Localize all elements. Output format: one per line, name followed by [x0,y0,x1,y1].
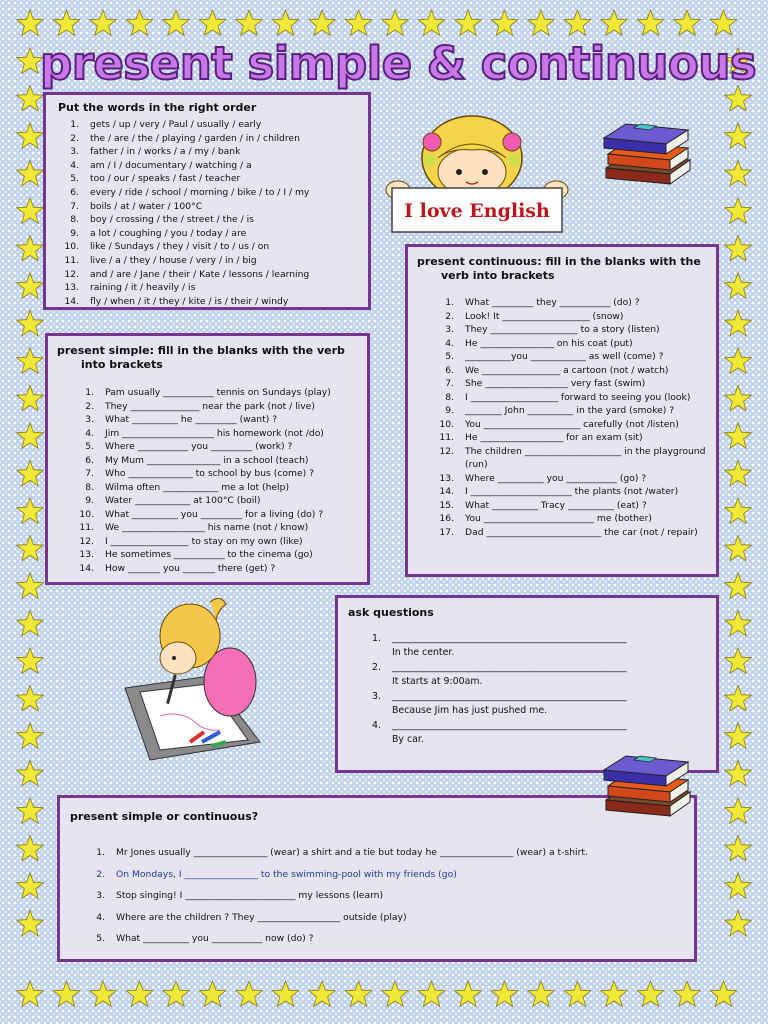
list-item [58,295,358,309]
simple-or-continuous-heading: present simple or continuous? [70,810,259,823]
star-icon [725,311,752,336]
star-icon [725,423,752,448]
item-text: You ________________________ me (bother) [465,513,652,524]
list-item [57,481,357,495]
question-item [348,632,706,659]
list-item [417,512,708,526]
item-text: live / a / they / house / very / in / big [90,254,257,266]
item-number: 3. [85,414,94,425]
question-item [348,690,706,717]
list-item [58,159,358,173]
item-text: I ___________________ forward to seeing you (look) [465,391,691,403]
item-number: 10. [439,418,454,430]
list-item [417,418,708,432]
star-icon [17,981,44,1006]
present-continuous-list [417,296,708,539]
star-icon [17,873,44,898]
star-icon [528,981,555,1006]
present-simple-exercise [45,333,370,585]
star-icon [345,981,372,1006]
item-number: 1. [85,387,94,398]
star-icon [345,10,372,35]
item-number: 9. [70,227,79,239]
star-icon [725,798,752,823]
list-item [57,467,357,481]
star-icon [17,311,44,336]
star-icon [199,981,226,1006]
list-item [57,494,357,508]
item-number: 1. [70,119,79,130]
item-number: 14. [439,486,454,497]
item-text: We _________________ a cartoon (not / watch) [465,364,669,376]
list-item [57,386,357,400]
item-text: too / our / speaks / fast / teacher [90,173,241,185]
question-line[interactable]: __________________________________________________ [392,720,627,731]
item-text: He __________________ for an exam (sit) [465,432,643,443]
item-text: Pam usually ___________ tennis on Sundays (play) [105,387,331,398]
item-number: 13. [64,282,79,294]
item-text: a lot / coughing / you / today / are [90,227,247,239]
item-number: 1. [372,633,381,644]
star-icon [272,10,299,35]
list-item [58,172,358,186]
star-icon [17,911,44,936]
item-number: 3. [70,146,79,158]
star-icon [418,981,445,1006]
item-number: 4. [445,337,454,349]
order-words-exercise [43,92,371,310]
item-text: They _______________ near the park (not / live) [105,400,315,412]
list-item [417,445,708,472]
list-item [417,391,708,405]
item-text: They ___________________ to a story (listen) [465,324,660,335]
star-icon [674,10,701,35]
ask-questions-heading: ask questions [348,606,434,619]
item-text: Who ______________ to school by bus (come) ? [105,468,314,479]
star-icon [163,10,190,35]
item-number: 8. [85,481,94,493]
item-text: Dad _________________________ the car (not / repair) [465,526,698,538]
item-text: raining / it / heavily / is [90,282,196,294]
star-icon [309,10,336,35]
item-number: 3. [445,324,454,335]
item-number: 2. [372,662,381,673]
list-item [417,323,708,337]
order-words-list [58,118,358,308]
list-item [57,562,357,576]
present-simple-heading-line2: into brackets [81,358,163,371]
list-item [58,213,358,227]
present-simple-list [57,386,357,575]
star-icon [725,686,752,711]
list-item [58,281,358,295]
item-number: 1. [96,847,105,858]
star-icon [17,498,44,523]
item-text: You _____________________ carefully (not /listen) [465,418,679,430]
item-number: 15. [439,499,454,511]
list-item [58,227,358,241]
list-item [417,337,708,351]
star-icon [491,10,518,35]
item-number: 12. [64,268,79,280]
star-icon [491,981,518,1006]
item-text: She __________________ very fast (swim) [465,378,646,389]
girl-sign-illustration [384,110,574,242]
star-icon [53,10,80,35]
item-text: He ________________ on his coat (put) [465,337,633,349]
star-icon [236,10,263,35]
item-number: 16. [439,513,454,524]
star-icon [17,648,44,673]
item-number: 10. [64,241,79,253]
list-item [417,526,708,540]
item-text: Water ____________ at 100°C (boil) [105,495,261,506]
list-item [58,200,358,214]
list-item [417,296,708,310]
star-icon [17,123,44,148]
list-item [417,310,708,324]
star-icon [528,10,555,35]
star-icon [601,981,628,1006]
item-number: 10. [79,508,94,520]
star-icon [637,10,664,35]
item-number: 2. [85,400,94,412]
present-simple-heading: present simple: fill in the blanks with the verb [57,344,345,357]
item-number: 11. [79,522,94,533]
star-icon [382,981,409,1006]
star-icon [725,461,752,486]
item-text: boils / at / water / 100°C [90,200,203,212]
star-icon [126,981,153,1006]
item-text: and / are / Jane / their / Kate / lessons / learning [90,268,310,280]
item-number: 12. [439,445,454,457]
item-text: Mr Jones usually ________________ (wear) a shirt and a tie but today he ________________ (wear) a t-shirt. [116,847,588,858]
list-item [70,842,684,864]
ask-questions-list [348,632,706,746]
star-icon [710,10,737,35]
star-icon [725,611,752,636]
item-text: __________you ____________ as well (come) ? [465,351,664,362]
star-icon [601,10,628,35]
item-text: I ______________________ the plants (not /water) [465,486,679,497]
star-icon [199,10,226,35]
list-item [58,268,358,282]
item-text: fly / when / it / they / kite / is / their / windy [90,295,289,307]
question-line[interactable]: __________________________________________________ [392,691,627,702]
question-answer: By car. [392,733,424,745]
question-answer: It starts at 9:00am. [392,675,483,687]
star-icon [725,648,752,673]
star-icon [17,836,44,861]
star-icon [725,161,752,186]
star-icon [17,273,44,298]
item-number: 5. [85,441,94,452]
star-icon [725,536,752,561]
item-number: 6. [70,186,79,198]
item-number: 14. [64,295,79,307]
star-icon [53,981,80,1006]
present-continuous-heading: present continuous: fill in the blanks with the [417,255,701,268]
star-icon [564,981,591,1006]
list-item [417,364,708,378]
list-item [57,413,357,427]
item-number: 2. [96,868,105,880]
item-text: How _______ you _______ there (get) ? [105,562,276,574]
item-number: 13. [439,472,454,484]
star-icon [725,236,752,261]
star-icon [17,611,44,636]
item-text: What __________ Tracy __________ (eat) ? [465,499,647,511]
list-item [70,885,684,907]
list-item [57,400,357,414]
item-number: 3. [96,890,105,901]
list-item [417,499,708,513]
item-text: Look! It ___________________ (snow) [465,310,624,322]
star-icon [17,198,44,223]
list-item [417,431,708,445]
star-icon [17,536,44,561]
star-icon [725,386,752,411]
item-text: father / in / works / a / my / bank [90,146,241,158]
item-number: 8. [445,391,454,403]
star-icon [126,10,153,35]
star-icon [725,348,752,373]
star-icon [17,348,44,373]
star-icon [725,761,752,786]
star-icon [725,498,752,523]
item-number: 4. [70,159,79,171]
star-icon [637,981,664,1006]
list-item [58,240,358,254]
order-words-heading: Put the words in the right order [58,101,257,114]
list-item [70,928,684,950]
star-icon [725,873,752,898]
star-icon [455,981,482,1006]
list-item [70,864,684,886]
page-title: present simple & continuous [40,37,757,90]
list-item [57,548,357,562]
star-icon [674,981,701,1006]
item-number: 2. [70,132,79,144]
star-icon [17,686,44,711]
list-item [57,535,357,549]
list-item [58,254,358,268]
star-icon [382,10,409,35]
star-icon [564,10,591,35]
item-text: Wilma often ____________ me a lot (help) [105,481,290,493]
books-stack-icon-2 [600,740,692,822]
item-number: 2. [445,310,454,322]
star-icon [17,161,44,186]
item-text: On Mondays, I ________________ to the swimming-pool with my friends (go) [116,868,457,880]
item-text: I _________________ to stay on my own (like) [105,535,303,547]
item-number: 5. [445,351,454,362]
item-text: the / are / the / playing / garden / in / children [90,132,300,144]
item-text: Where __________ you ___________ (go) ? [465,472,647,484]
item-text: every / ride / school / morning / bike / to / I / my [90,186,310,198]
item-text: am / I / documentary / watching / a [90,159,252,171]
list-item [70,907,684,929]
present-continuous-exercise [405,244,719,577]
item-number: 5. [70,173,79,185]
list-item [417,377,708,391]
item-text: gets / up / very / Paul / usually / early [90,119,262,130]
sign-text: I love English [404,200,550,222]
list-item [57,521,357,535]
present-continuous-heading-line2: verb into brackets [441,269,555,282]
star-icon [725,911,752,936]
item-number: 8. [70,214,79,226]
item-text: We __________________ his name (not / know) [105,522,309,533]
item-text: Where are the children ? They __________________ outside (play) [116,911,407,923]
item-text: Jim ____________________ his homework (not /do) [105,427,324,439]
item-number: 7. [85,468,94,479]
star-icon [725,573,752,598]
item-number: 17. [439,526,454,538]
item-number: 7. [70,200,79,212]
item-text: like / Sundays / they / visit / to / us / on [90,241,270,253]
item-text: What _________ they ___________ (do) ? [465,297,640,308]
girl-drawing-illustration [120,592,270,762]
list-item [58,118,358,132]
item-number: 11. [64,254,79,266]
list-item [57,427,357,441]
star-icon [309,981,336,1006]
item-number: 4. [372,720,381,731]
star-icon [17,10,44,35]
star-icon [163,981,190,1006]
item-text: The children _____________________ in the playground (run) [465,445,706,470]
item-number: 9. [85,495,94,506]
item-text: He sometimes ___________ to the cinema (go) [105,549,313,560]
books-stack-icon [600,108,692,190]
list-item [58,145,358,159]
star-icon [17,798,44,823]
list-item [57,454,357,468]
item-text: My Mum ________________ in a school (teach) [105,454,309,466]
star-icon [725,273,752,298]
star-icon [17,423,44,448]
star-icon [17,236,44,261]
list-item [417,350,708,364]
item-text: Stop singing! I ________________________ my lessons (learn) [116,890,384,901]
item-text: What __________ he _________ (want) ? [105,414,278,425]
question-item [348,661,706,688]
star-icon [725,836,752,861]
item-number: 6. [445,364,454,376]
list-item [417,485,708,499]
item-number: 6. [85,454,94,466]
star-icon [725,198,752,223]
item-number: 14. [79,562,94,574]
item-number: 12. [79,535,94,547]
item-number: 11. [439,432,454,443]
simple-or-continuous-list [70,842,684,950]
question-answer: Because Jim has just pushed me. [392,704,548,716]
list-item [58,132,358,146]
star-icon [418,10,445,35]
star-icon [90,981,117,1006]
star-icon [725,723,752,748]
question-answer: In the center. [392,646,455,658]
star-icon [272,981,299,1006]
star-icon [236,981,263,1006]
question-line[interactable]: __________________________________________________ [392,662,627,673]
item-text: Where ___________ you _________ (work) ? [105,441,293,452]
list-item [417,472,708,486]
question-line[interactable]: __________________________________________________ [392,633,627,644]
star-icon [17,761,44,786]
star-icon [90,10,117,35]
item-number: 9. [445,405,454,416]
list-item [57,508,357,522]
item-text: boy / crossing / the / street / the / is [90,214,254,226]
item-number: 4. [96,911,105,923]
item-text: What __________ you ___________ now (do) ? [116,933,314,944]
list-item [58,186,358,200]
star-icon [710,981,737,1006]
list-item [57,440,357,454]
item-number: 5. [96,933,105,944]
item-text: What __________ you _________ for a living (do) ? [105,508,324,520]
item-number: 3. [372,691,381,702]
star-icon [455,10,482,35]
item-text: ________ John __________ in the yard (smoke) ? [465,405,675,416]
star-icon [17,386,44,411]
star-icon [17,461,44,486]
item-number: 4. [85,427,94,439]
item-number: 1. [445,297,454,308]
star-icon [725,123,752,148]
item-number: 7. [445,378,454,389]
list-item [417,404,708,418]
item-number: 13. [79,549,94,560]
star-icon [17,573,44,598]
star-icon [17,723,44,748]
